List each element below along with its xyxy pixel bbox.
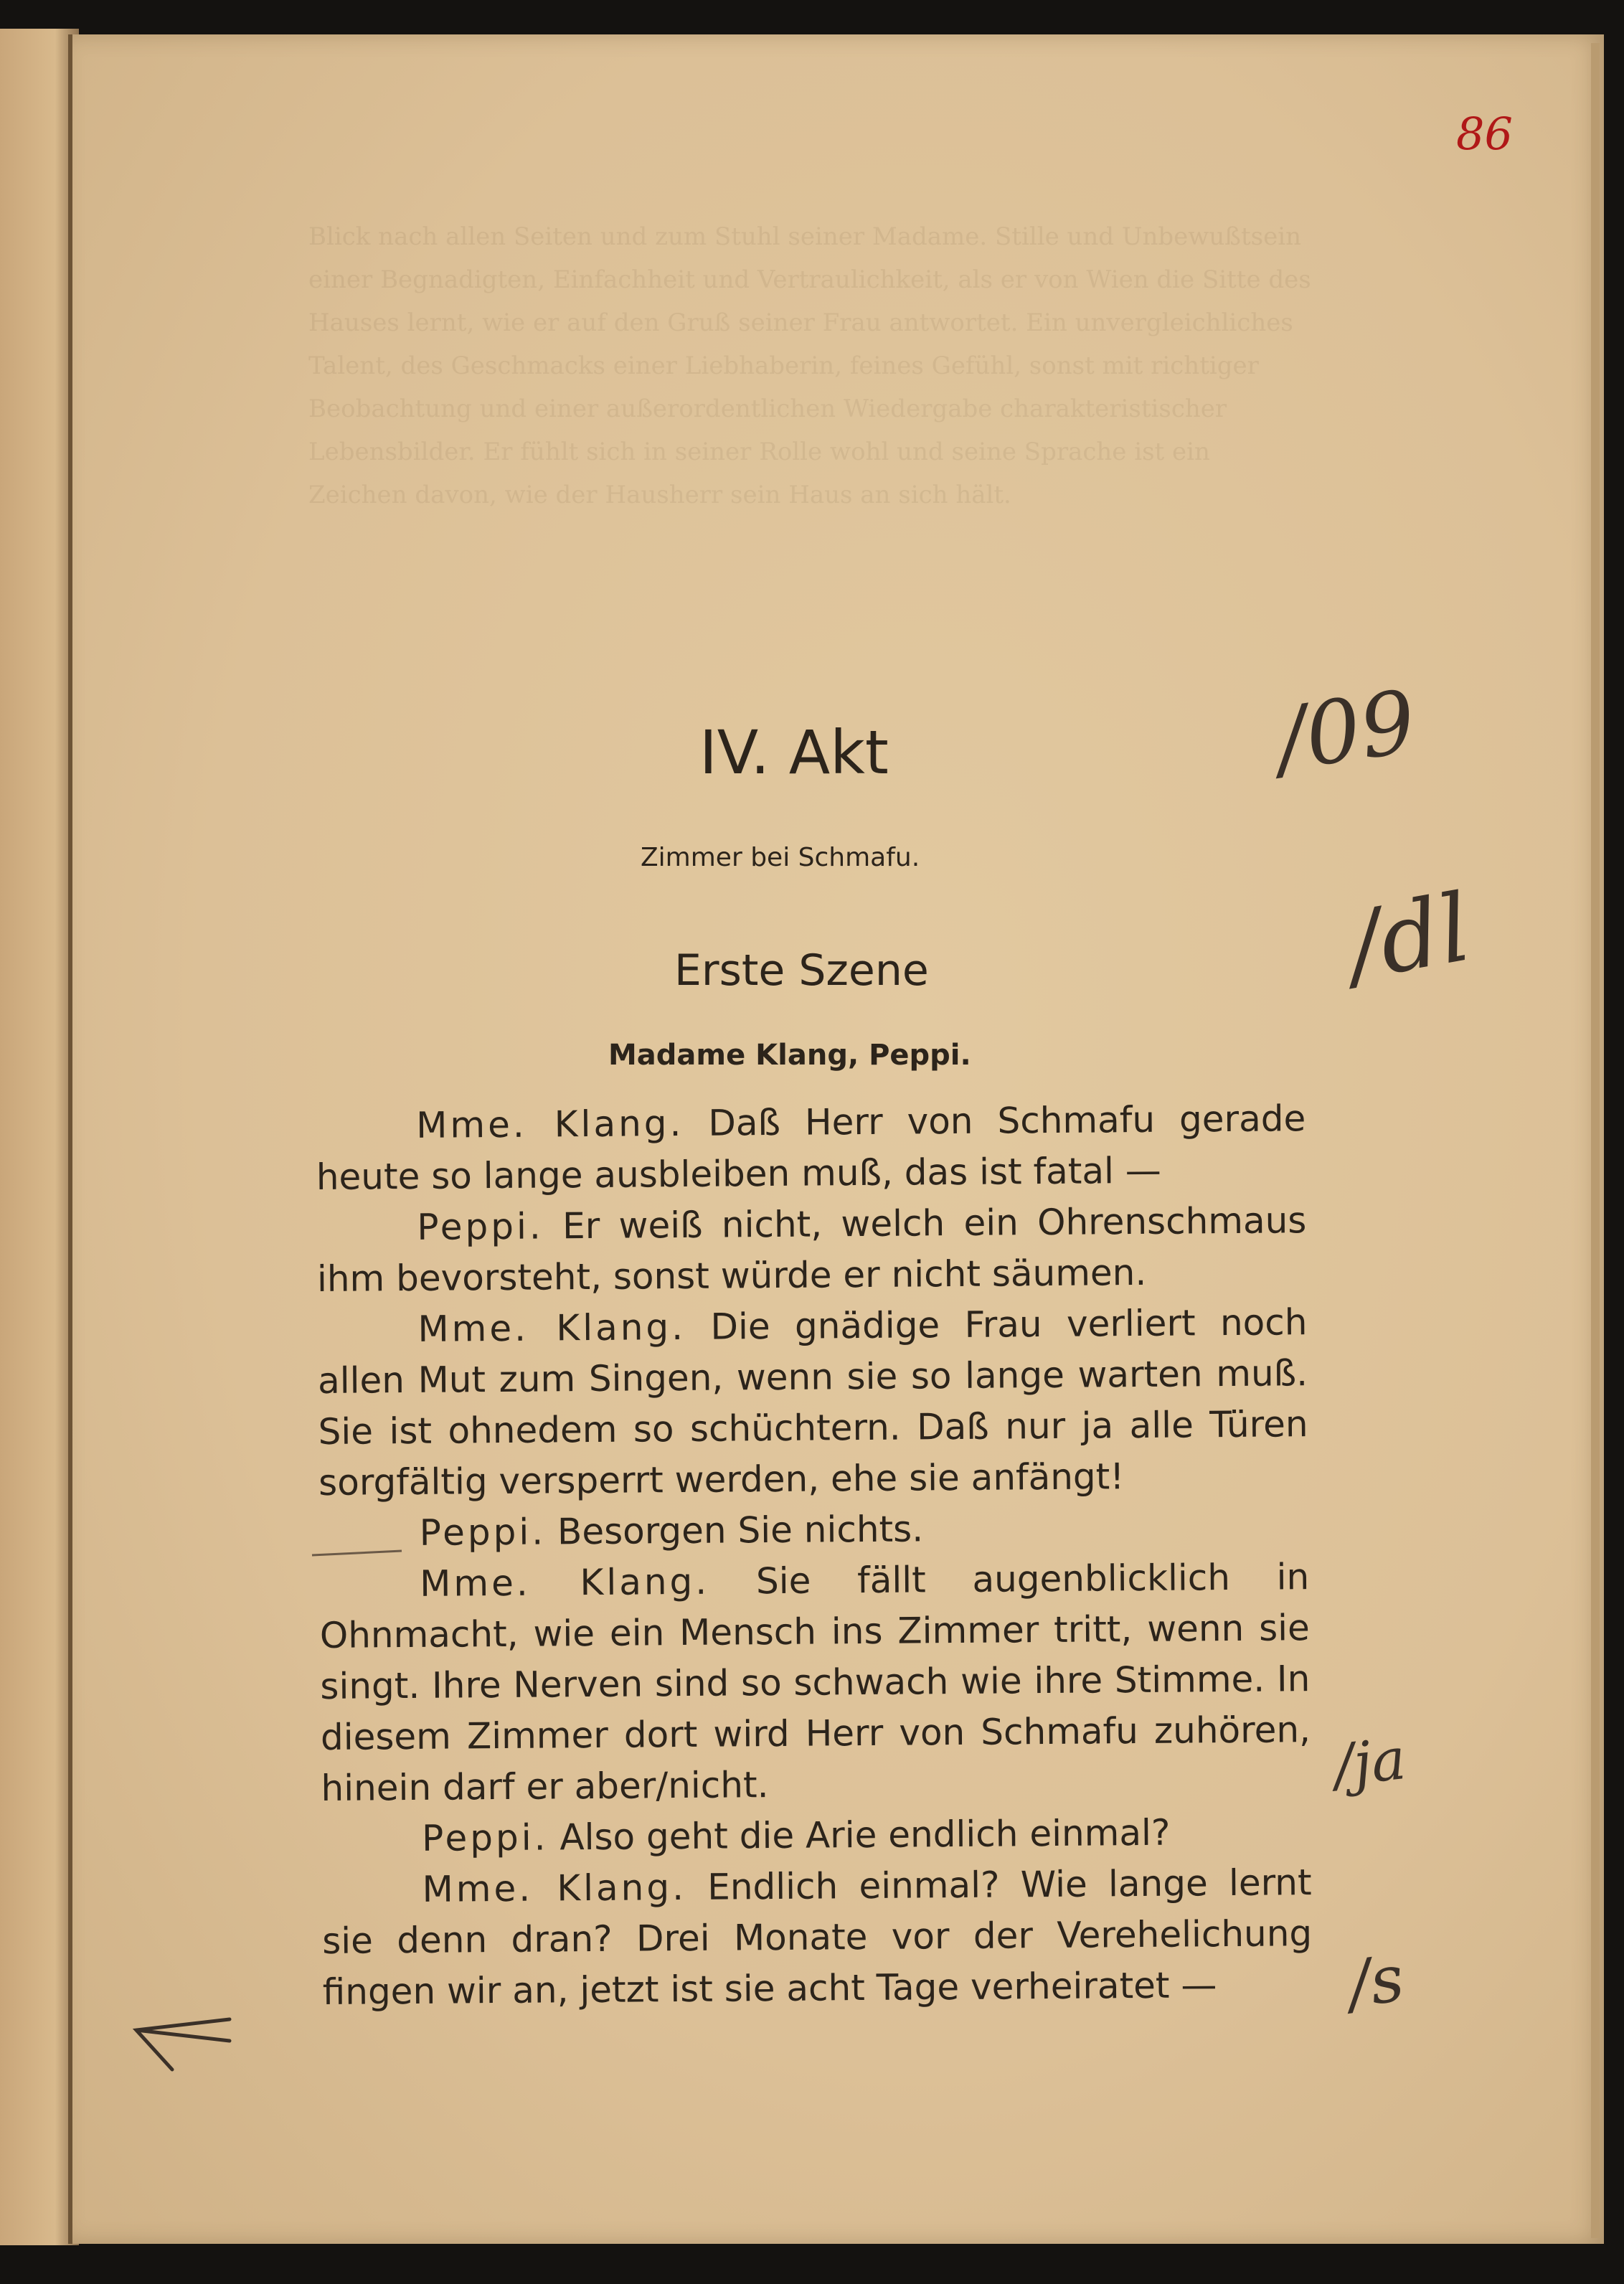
dialogue-line	[316, 1093, 1306, 1203]
line-text: Die gnädige Frau verliert noch allen Mut zum Singen, wenn sie so lange warten muß. Sie ist ohnedem so schüchtern. Daß nur ja alle Türen sorgfältig versperrt werden, ehe sie anfängt!	[317, 1301, 1308, 1504]
line-text: Sie fällt augenblicklich in Ohnmacht, wie ein Mensch ins Zimmer tritt, wenn sie singt. Ihre Nerven sind so schwach wie ihre Stimme. In diesem Zimmer dort wird Herr von Schmafu zuhören, hinein darf er aber/nicht.	[319, 1556, 1311, 1809]
page-right-edge	[1591, 43, 1600, 2238]
pencil-dash-icon	[308, 1542, 409, 1564]
line-text: Also geht die Arie endlich einmal?	[560, 1811, 1171, 1859]
margin-note-1: /09	[1270, 672, 1422, 791]
dialogue-line	[317, 1297, 1308, 1509]
line-text: Besorgen Sie nichts.	[557, 1508, 924, 1553]
line-text: Er weiß nicht, welch ein Ohrenschmaus ihm bevorsteht, sonst würde er nicht säumen.	[316, 1199, 1307, 1300]
line-text: Daß Herr von Schmafu gerade heute so lange ausbleiben muß, das ist fatal —	[316, 1098, 1306, 1198]
speaker-name: Peppi.	[417, 1205, 544, 1248]
speaker-name: Mme. Klang.	[420, 1560, 710, 1605]
margin-note-3: /ja	[1331, 1725, 1410, 1799]
dialogue-line	[321, 1806, 1312, 1865]
speaker-name: Mme. Klang.	[417, 1306, 686, 1350]
dialogue-line	[318, 1501, 1309, 1559]
dialogue-line	[319, 1552, 1311, 1814]
speaker-name: Peppi.	[419, 1511, 547, 1554]
adjacent-page-edge	[0, 29, 79, 2245]
scene-title: Erste Szene	[674, 945, 929, 996]
dialogue-block	[316, 1093, 1313, 2018]
speaker-name: Peppi.	[421, 1816, 549, 1859]
bleed-through-text: Blick nach allen Seiten und zum Stuhl seiner Madame. Stille und Unbewußtsein einer Begnadigten, Einfachheit und Vertraulichkeit, als er von Wien die Sitte des Hauses lernt, wie er auf den Gruß seiner Frau antwortet. Ein unvergleichliches Talent, des Geschmacks einer Liebhaberin, feines Gefühl, sonst mit richtiger Beobachtung und einer außerordentlichen Wiedergabe charakteristischer Lebensbilder. Er fühlt sich in seiner Rolle wohl und seine Sprache ist ein Zeichen davon, wie der Hausherr sein Haus an sich hält.	[308, 222, 1311, 509]
dialogue-line	[316, 1195, 1307, 1305]
page-number-marker: 86	[1456, 108, 1513, 160]
hand-drawn-arrow-icon	[122, 2001, 244, 2080]
margin-note-2: /dl	[1340, 872, 1478, 1001]
dialogue-line	[321, 1857, 1313, 2018]
scene-location: Zimmer bei Schmafu.	[641, 843, 920, 872]
speaker-name: Mme. Klang.	[416, 1102, 684, 1146]
speaker-name: Mme. Klang.	[422, 1866, 687, 1910]
line-text: Endlich einmal? Wie lange lernt sie denn dran? Drei Monate vor der Verehelichung fingen wir an, jetzt ist sie acht Tage verheiratet —	[321, 1861, 1313, 2013]
margin-note-4: /s	[1344, 1940, 1409, 2023]
act-title: IV. Akt	[699, 717, 889, 788]
cast-list: Madame Klang, Peppi.	[608, 1039, 971, 1072]
